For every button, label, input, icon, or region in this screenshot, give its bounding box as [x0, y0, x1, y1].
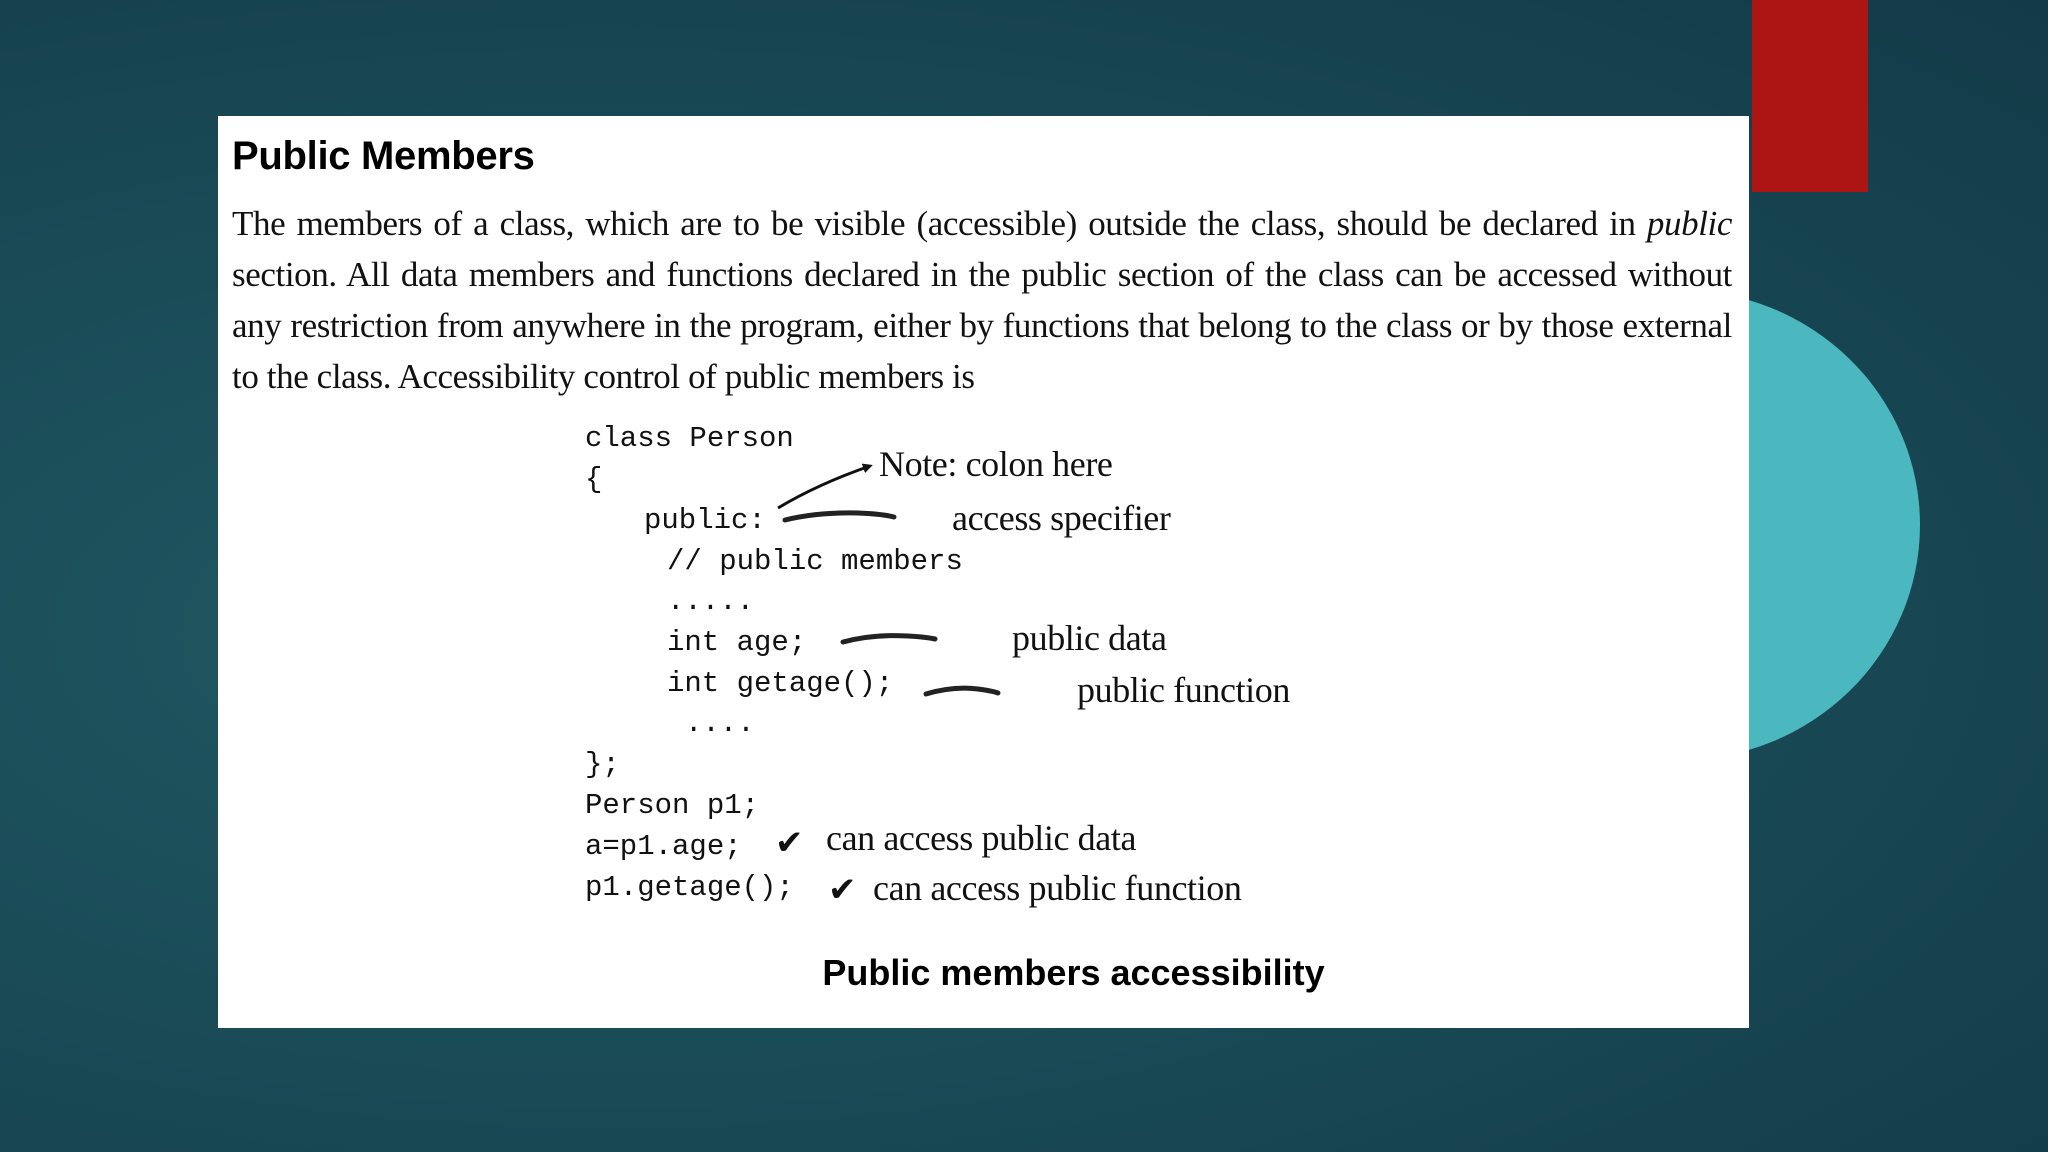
- code-class-declaration: class Person: [585, 422, 794, 455]
- check-mark-icon: ✔: [828, 870, 857, 910]
- public-function-label: public function: [1077, 670, 1290, 710]
- code-ellipsis-1: .....: [667, 585, 755, 618]
- colon-arrow: [778, 466, 870, 508]
- public-data-label: public data: [1012, 618, 1167, 658]
- colon-note-label: Note: colon here: [879, 444, 1113, 484]
- code-object-declaration: Person p1;: [585, 789, 760, 822]
- code-int-age: int age;: [667, 626, 807, 659]
- paragraph-start: The members of a class, which are to be visible (accessible) outside the class, should be declared in: [232, 204, 1647, 243]
- code-access-function: p1.getage();: [585, 871, 794, 904]
- figure-caption: Public members accessibility: [822, 952, 1325, 993]
- content-image: [218, 116, 1749, 1028]
- can-access-data-label: can access public data: [826, 818, 1137, 858]
- code-ellipsis-2: ....: [685, 707, 755, 740]
- section-heading: Public Members: [232, 134, 535, 178]
- paragraph-end: section. All data members and functions declared in the public section of the class can be accessed without any restriction from anywhere in the program, either by functions that belong to the class or by those external to the class. Accessibility control of public members is: [232, 255, 1732, 396]
- red-accent-bar: [1752, 0, 1868, 192]
- can-access-function-label: can access public function: [873, 868, 1242, 908]
- check-mark-icon: ✔: [775, 823, 804, 863]
- access-specifier-stroke: [785, 513, 894, 520]
- code-int-getage: int getage();: [667, 667, 894, 700]
- code-comment: // public members: [667, 545, 963, 578]
- code-close-brace: };: [585, 748, 620, 781]
- code-public-label: public:: [644, 504, 766, 537]
- public-function-stroke: [926, 688, 998, 694]
- paragraph-italic-keyword: public: [1646, 204, 1732, 243]
- access-specifier-label: access specifier: [952, 498, 1171, 538]
- code-access-data: a=p1.age;: [585, 830, 742, 863]
- annotation-strokes: [218, 116, 1749, 1028]
- code-open-brace: {: [585, 463, 603, 496]
- public-data-stroke: [843, 636, 935, 642]
